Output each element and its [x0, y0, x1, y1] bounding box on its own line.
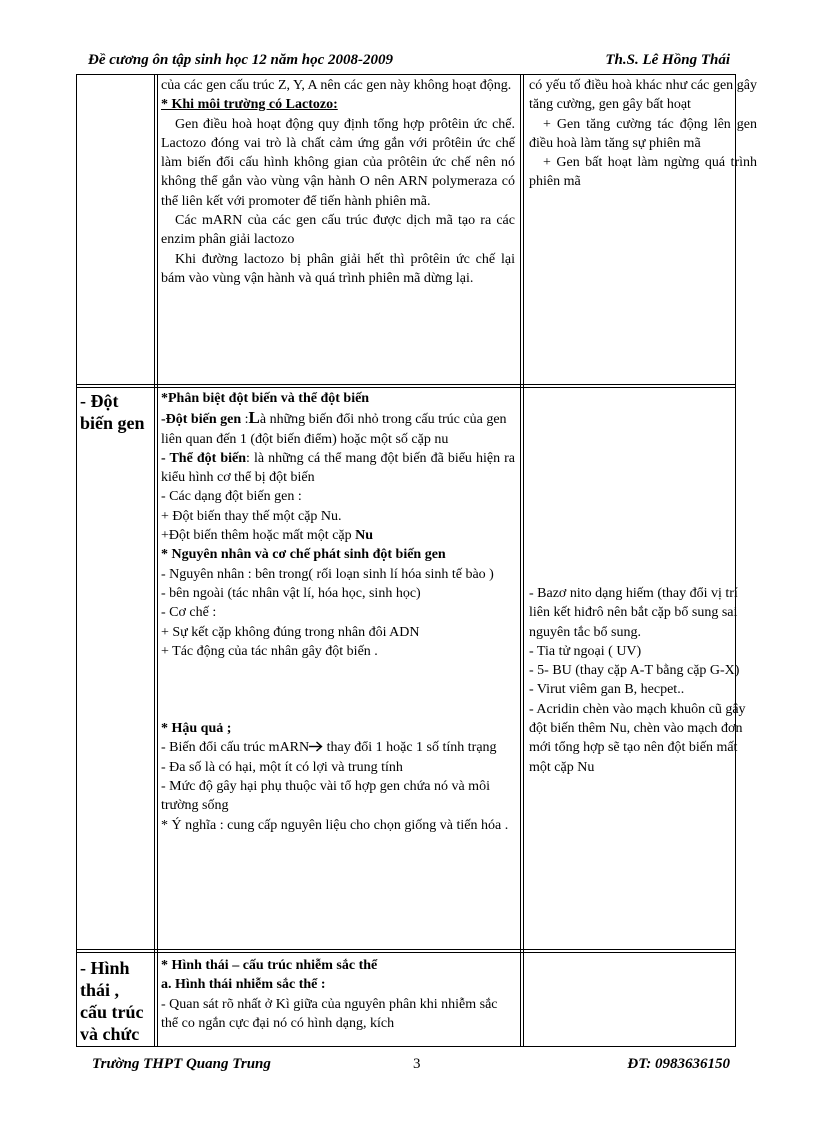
row2-line-1: [161, 408, 515, 449]
row2-content: [161, 389, 515, 835]
row2-heading-3: * Hậu quả ;: [161, 721, 232, 737]
row3-heading-2: a. Hình thái nhiễm sắc thể :: [161, 977, 326, 993]
row2-line-7: - bên ngoài (tác nhân vật lí, hóa học, sinh học): [161, 585, 421, 601]
row2-line-5-text: +Đột biến thêm hoặc mất một cặp: [161, 528, 356, 544]
footer-phone: ĐT: 0983636150: [627, 1056, 730, 1072]
row2-term-mutation: -Đột biến gen: [161, 412, 242, 428]
row2-line-8: - Cơ chế :: [161, 605, 217, 621]
row-divider-1: [76, 384, 736, 385]
row-divider-2b: [76, 952, 736, 953]
row2-note-5: - Acridin chèn vào mạch khuôn cũ gây đột biến thêm Nu, chèn vào mạch đơn mới tổng hợp sẽ tạo nên đột biến mất một cặp Nu: [529, 701, 746, 775]
row3-heading-1: * Hình thái – cấu trúc nhiễm sắc thể: [161, 958, 378, 973]
row2-line-11-a: - Biến đổi cấu trúc mARN: [161, 740, 310, 756]
row2-spacer: [161, 661, 515, 719]
row2-line-6: - Nguyên nhân : bên trong( rối loạn sinh lí hóa sinh tế bào ): [161, 566, 494, 582]
table-border-col1b: [157, 74, 158, 1046]
page-header: [76, 50, 736, 75]
page-footer: [76, 1046, 736, 1077]
row2-note-1: - Bazơ nito dạng hiếm (thay đổi vị trí liên kết hiđrô nên bắt cặp bổ sung sai nguyên tắc bổ sung.: [529, 586, 738, 640]
row2-line-4: + Đột biến thay thế một cặp Nu.: [161, 508, 342, 524]
row3-content: [161, 956, 515, 1033]
table-border-left: [76, 74, 77, 1046]
table-border-col2b: [523, 74, 524, 1046]
row1-note-2: + Gen tăng cường tác động lên gen điều hoà làm tăng sự phiên mã: [529, 116, 757, 151]
row1-note-3: + Gen bất hoạt làm ngừng quá trình phiên mã: [529, 155, 757, 190]
row2-line-14: * Ý nghĩa : cung cấp nguyên liệu cho chọn giống và tiến hóa .: [161, 817, 509, 833]
row2-def-mutant: : là những cá thể mang đột biến đã biểu hiện ra kiểu hình cơ thể bị đột biến: [161, 450, 516, 486]
row1-paragraph-1: Gen điều hoà hoạt động quy định tổng hợp prôtêin ức chế. Lactozo đóng vai trò là chất cảm ứng gắn với prôtêin ức chế làm biến đổi cấu hình không gian của prôtêin ức chế nên nó không thể gắn vào vùng vận hành O nên ARN polymeraza có thể liên kết với promoter để tiến hành phiên mã.: [161, 116, 515, 209]
footer-page-number: 3: [413, 1056, 421, 1072]
table-border-right: [735, 74, 736, 1046]
row2-note-2: - Tia tử ngoại ( UV): [529, 643, 642, 659]
row2-term-mutant: - Thể đột biến: [161, 450, 247, 466]
row1-line-1: của các gen cấu trúc Z, Y, A nên các gen này không hoạt động.: [161, 78, 512, 93]
row2-notes: [529, 584, 757, 777]
row3-topic: - Hình thái , cấu trúc và chức: [80, 958, 144, 1044]
header-author: Th.S. Lê Hồng Thái: [605, 52, 730, 68]
row2-line-11-b: thay đổi 1 hoặc 1 số tính trạng: [323, 740, 497, 756]
row2-line-13: - Mức độ gây hại phụ thuộc vài tổ hợp gen chứa nó và môi trường sống: [161, 779, 490, 814]
row2-line-3: - Các dạng đột biến gen :: [161, 489, 302, 505]
row-divider-1b: [76, 387, 736, 388]
row2-line-5: [161, 526, 515, 545]
row1-notes: [529, 76, 757, 192]
row2-sep: :: [241, 412, 249, 428]
row-divider-2: [76, 949, 736, 950]
row1-paragraph-2: Các mARN của các gen cấu trúc được dịch mã tạo ra các enzim phân giải lactozo: [161, 213, 515, 248]
row2-def-mutation: à những biến đổi nhỏ trong cấu trúc của gen liên quan đến 1 (đột biến điểm) hoặc một số cặp nu: [161, 412, 507, 447]
row2-note-4: - Virut viêm gan B, hecpet..: [529, 682, 685, 698]
row1-heading-lactose: * Khi môi trường có Lactozo:: [161, 97, 338, 113]
row1-content: [161, 76, 515, 288]
row2-line-12: - Đa số là có hại, một ít có lợi và trung tính: [161, 759, 403, 775]
row1-note-1: có yếu tố điều hoà khác như các gen gây tăng cường, gen gây bất hoạt: [529, 78, 757, 113]
row3-line-1: - Quan sát rõ nhất ở Kì giữa của nguyên phân khi nhiễm sắc thể co ngắn cực đại nó có hình dạng, kích: [161, 996, 498, 1031]
row2-line-11: [161, 738, 515, 757]
row1-paragraph-3: Khi đường lactozo bị phân giải hết thì prôtêin ức chế lại bám vào vùng vận hành và quá trình phiên mã dừng lại.: [161, 251, 515, 286]
right-arrow-icon: [309, 741, 323, 752]
table-border-col1: [154, 74, 155, 1046]
row2-heading-2: * Nguyên nhân và cơ chế phát sinh đột biến gen: [161, 547, 446, 563]
row2-line-5-bold: Nu: [355, 528, 374, 544]
row2-line-2: [161, 449, 515, 488]
row2-line-10: + Tác động của tác nhân gây đột biến .: [161, 643, 378, 659]
row2-note-3: - 5- BU (thay cặp A-T bằng cặp G-X): [529, 663, 740, 679]
footer-school: Trường THPT Quang Trung: [92, 1056, 271, 1072]
row2-line-9: + Sự kết cặp không đúng trong nhân đôi ADN: [161, 624, 420, 640]
row2-heading-1: *Phân biệt đột biến và thể đột biến: [161, 391, 370, 406]
row2-cap-l: L: [248, 408, 260, 428]
header-title: Đề cương ôn tập sinh học 12 năm học 2008-2009: [88, 52, 393, 68]
row2-topic: - Đột biến gen: [80, 391, 145, 433]
table-border-col2: [520, 74, 521, 1046]
